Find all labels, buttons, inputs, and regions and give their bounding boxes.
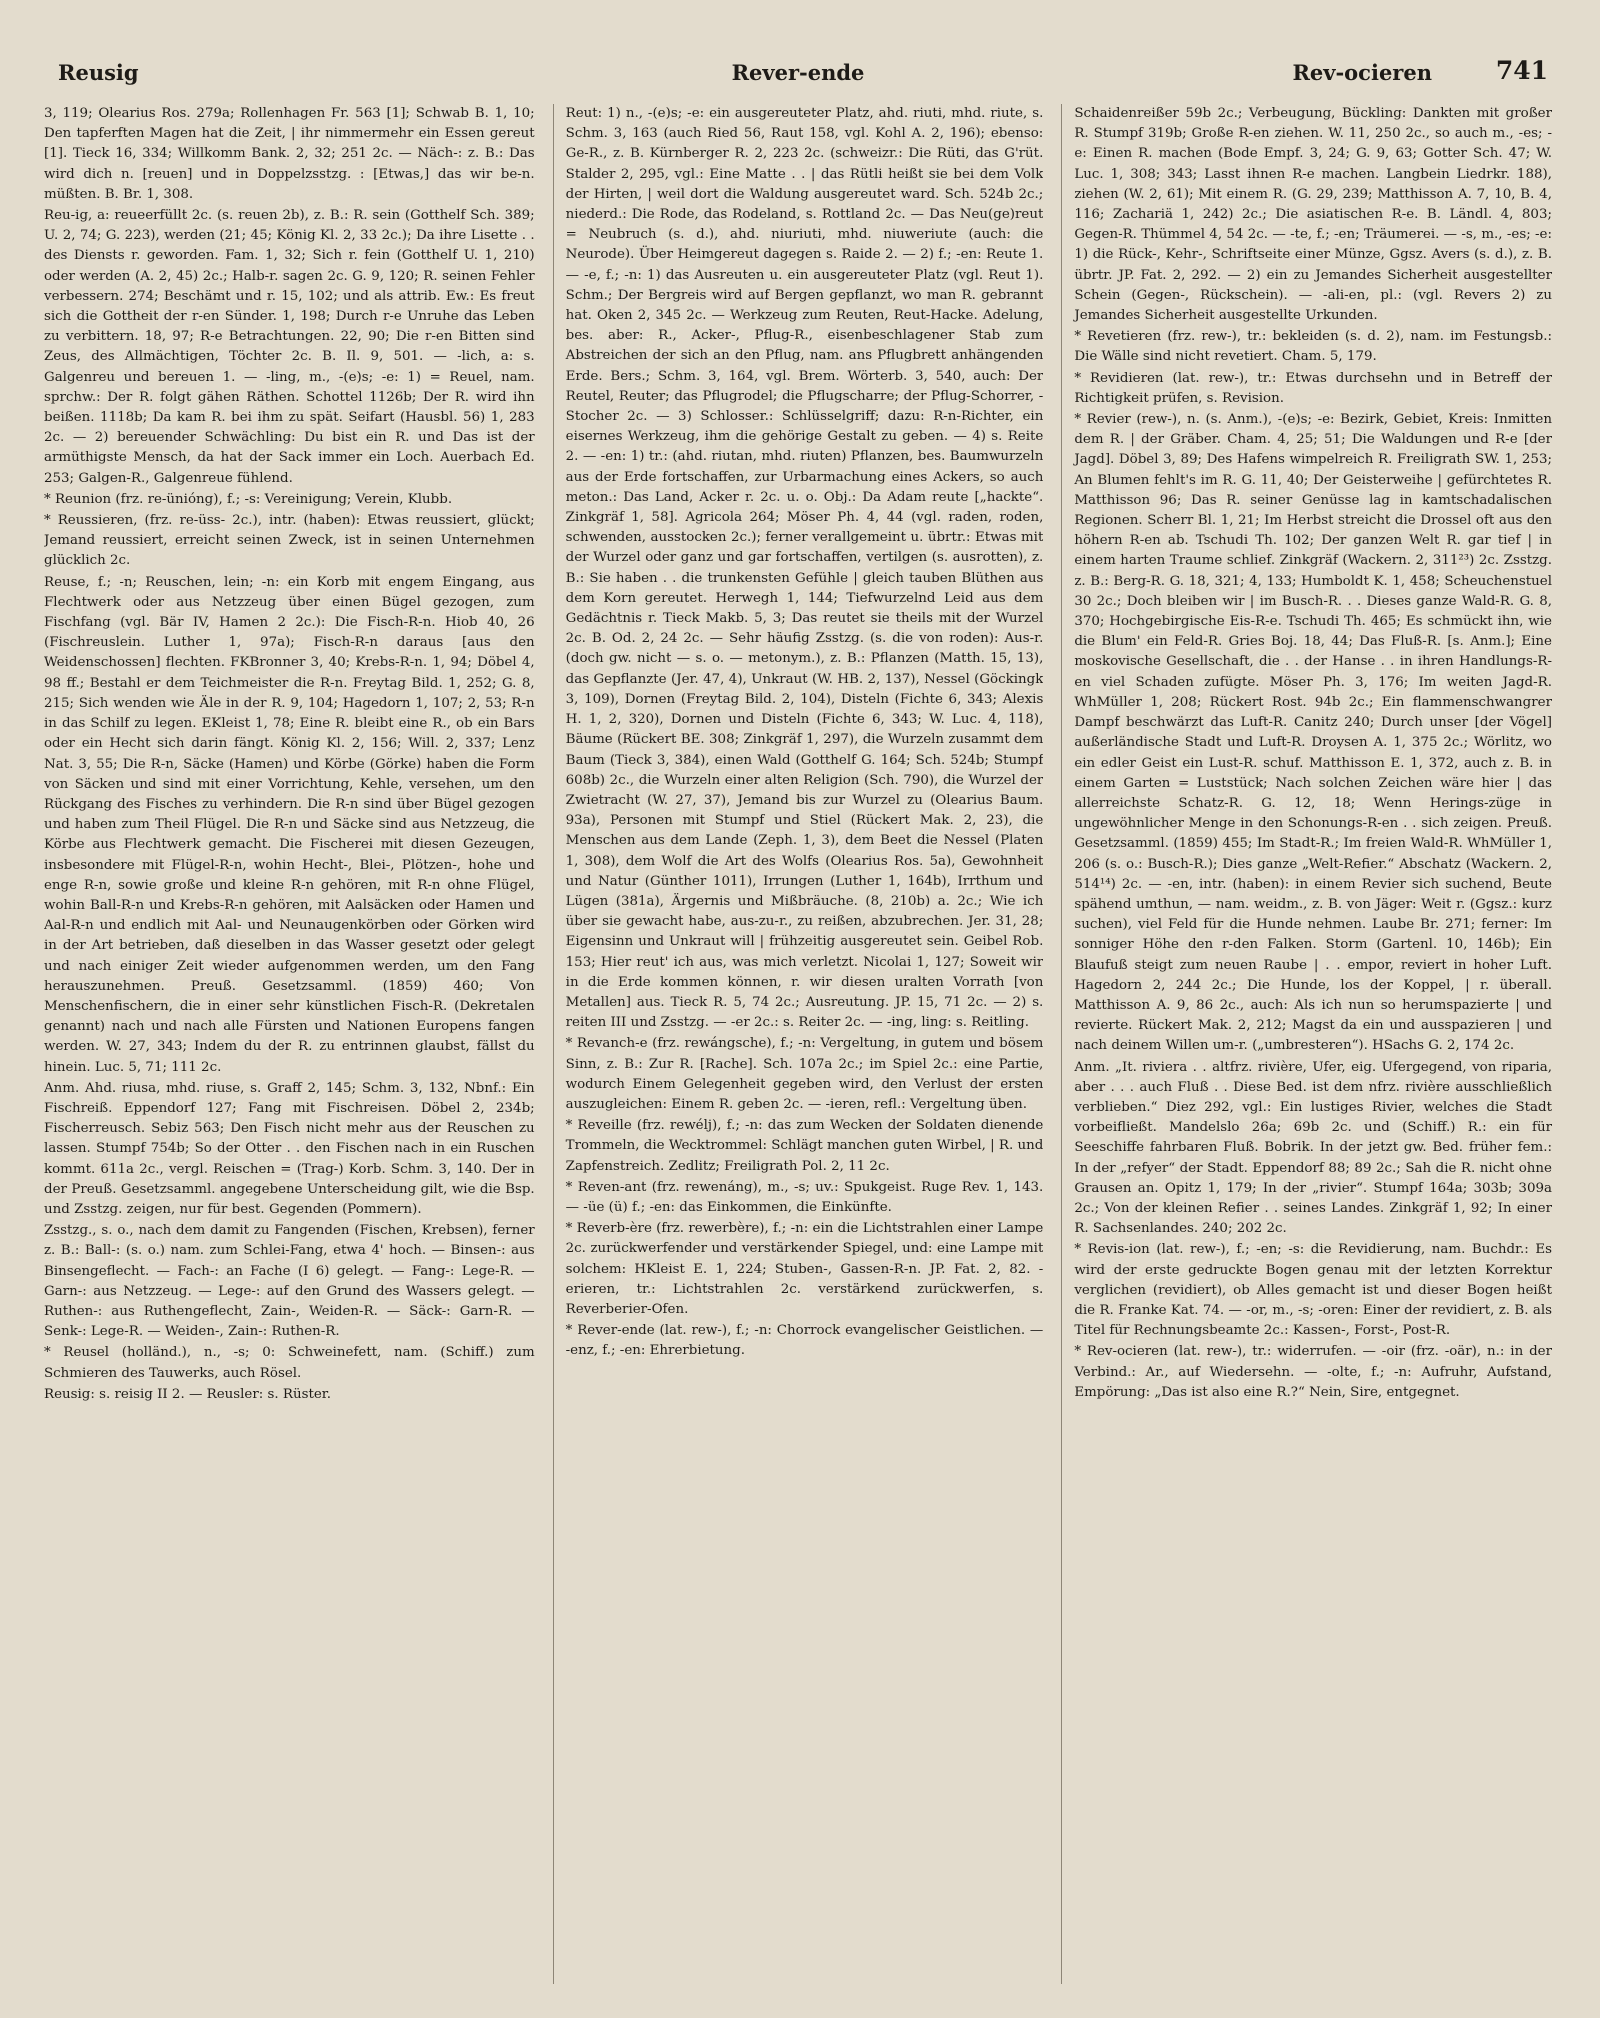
running-head-right: Rev-ocieren — [1292, 60, 1432, 85]
entry-paragraph: * Rever-ende (lat. rew-), f.; -n: Chorrock evangelischer Geistlichen. — -enz, f.; -en: Ehrerbietung. — [565, 1323, 1044, 1359]
column-1 — [44, 104, 535, 1984]
text-columns — [44, 104, 1552, 1984]
entry-paragraph: Schaidenreißer 59b 2c.; Verbeugung, Bückling: Dankten mit großer R. Stumpf 319b; Große R-en ziehen. W. 11, 250 2c., so auch m., -es; -e: Einen R. machen (Bode Empf. 3, 24; G. 9, 63; Gotter Sch. 47; W. Luc. 1, 308; 343; Lasst ihnen R-e machen. Langbein Liedrkr. 188), ziehen (W. 2, 61); Mit einem R. (G. 29, 239; Matthisson A. 7, 10, B. 4, 116; Zachariä 1, 242) 2c.; Die asiatischen R-e. B. Ländl. 4, 803; Gegen-R. Thümmel 4, 54 2c. — -te, f.; -en; Träumerei. — -s, m., -es; -e: 1) die Rück-, Kehr-, Schriftseite einer Münze, Ggsz. Avers (s. d.), z. B. übrtr. JP. Fat. 2, 292. — 2) ein zu Jemandes Sicherheit ausgestellter Schein (Gegen-, Rückschein). — -ali-en, pl.: (vgl. Revers 2) zu Jemandes Sicherheit ausgestellte Urkunden. — [1074, 106, 1552, 324]
page-header — [44, 52, 1552, 100]
entry-paragraph: * Revetieren (frz. rew-), tr.: bekleiden (s. d. 2), nam. im Festungsb.: Die Wälle sind nicht revetiert. Cham. 5, 179. — [1074, 329, 1552, 365]
entry-paragraph: * Revanch-e (frz. rewángsche), f.; -n: Vergeltung, in gutem und bösem Sinn, z. B.: Zur R. [Rache]. Sch. 107a 2c.; im Spiel 2c.: eine Partie, wodurch Einem Gelegenheit gegeben wird, den Verlust der ersten auszugleichen: Einem R. geben 2c. — -ieren, refl.: Vergeltung üben. — [565, 1036, 1044, 1112]
entry-paragraph: Anm. Ahd. riusa, mhd. riuse, s. Graff 2, 145; Schm. 3, 132, Nbnf.: Ein Fischreiß. Eppendorf 127; Fang mit Fischreisen. Döbel 2, 234b; Fischerreusch. Sebiz 563; Den Fisch nicht mehr aus der Reuschen zu lassen. Stumpf 754b; So der Otter . . den Fischen nach in ein Ruschen kommt. 611a 2c., vergl. Reischen = (Trag-) Korb. Schm. 3, 140. Der in der Preuß. Gesetzsamml. angegebene Unterscheidung gilt, wie die Bsp. und Zsstzg. zeigen, nur für best. Gegenden (Pommern). — [44, 1080, 535, 1217]
entry-paragraph: Anm. „It. riviera . . altfrz. rivière, Ufer, eig. Ufergegend, von riparia, aber . . . auch Fluß . . Diese Bed. ist dem nfrz. rivière ausschließlich verblieben.“ Diez 292, vgl.: Ein lustiges Rivier, welches die Stadt vorbeifließt. Mandelslo 26a; 69b 2c. und (Schiff.) R.: ein für Seeschiffe fahrbaren Fluß. Bobrik. In der jetzt gw. Bed. früher fem.: In der „refyer“ der Stadt. Eppendorf 88; 89 2c.; Sah die R. nicht ohne Grausen an. Opitz 1, 179; In der „rivier“. Stumpf 164a; 303b; 309a 2c.; Von der kleinen Refier . . seines Landes. Zinkgräf 1, 92; In einer R. Sachsenlandes. 240; 202 2c. — [1074, 1059, 1552, 1237]
entry-paragraph: * Revis-ion (lat. rew-), f.; -en; -s: die Revidierung, nam. Buchdr.: Es wird der erste gedruckte Bogen genau mit der letzten Korrektur verglichen (revidiert), ob Alles gemacht ist und dieser Bogen heißt die R. Franke Kat. 74. — -or, m., -s; -oren: Einer der revidiert, z. B. als Titel für Rechnungsbeamte 2c.: Kassen-, Forst-, Post-R. — [1074, 1242, 1552, 1339]
running-head-center: Rever-ende — [731, 60, 865, 85]
entry-paragraph: * Reverb-ère (frz. rewerbère), f.; -n: ein die Lichtstrahlen einer Lampe 2c. zurückwerfender und verstärkender Spiegel, und: eine Lampe mit solchem: HKleist E. 1, 224; Stuben-, Gassen-R-n. JP. Fat. 2, 82. -erieren, tr.: Lichtstrahlen 2c. verstärkend zurückwerfen, s. Reverberier-Ofen. — [565, 1221, 1044, 1317]
entry-paragraph: Reusig: s. reisig II 2. — Reusler: s. Rüster. — [44, 1386, 331, 1402]
entry-paragraph: * Rev-ocieren (lat. rew-), tr.: widerrufen. — -oir (frz. -oär), n.: in der Verbind.: Ar., auf Wiedersehn. — -olte, f.; -n: Aufruhr, Aufstand, Empörung: „Das ist also eine R.?“ Nein, Sire, entgegnet. — [1074, 1344, 1552, 1400]
entry-paragraph: * Reveille (frz. rewélj), f.; -n: das zum Wecken der Soldaten dienende Trommeln, die Wecktrommel: Schlägt manchen guten Wirbel, | R. und Zapfenstreich. Zedlitz; Freiligrath Pol. 2, 11 2c. — [565, 1118, 1044, 1174]
entry-paragraph: * Revier (rew-), n. (s. Anm.), -(e)s; -e: Bezirk, Gebiet, Kreis: Inmitten dem R. | der Gräber. Cham. 4, 25; 51; Die Waldungen und R-e [der Jagd]. Döbel 3, 89; Des Hafens wimpelreich R. Freiligrath SW. 1, 253; An Blumen fehlt's im R. G. 11, 40; Der Geisterweihe | gefürchtetes R. Matthisson 96; Das R. seiner Genüsse lag in kamtschadalischen Regionen. Scherr Bl. 1, 21; Im Herbst streicht die Drossel oft aus den höhern R-en ab. Tschudi Th. 102; Der ganzen Welt R. gar tief | in einem harten Traume schlief. Zinkgräf (Wackern. 2, 311²³) 2c. Zsstzg. z. B.: Berg-R. G. 18, 321; 4, 133; Humboldt K. 1, 458; Scheuchenstuel 30 2c.; Doch bleiben wir | im Busch-R. . . Dieses ganze Wald-R. G. 8, 370; Hochgebirgische Eis-R-e. Tschudi Th. 465; Es schmückt ihn, wie die Blum' ein Feld-R. Gries Boj. 18, 44; Das Fluß-R. [s. Anm.]; Eine moskovische Gesellschaft, die . . der Hanse . . in ihren Handlungs-R-en viel Schaden zufügte. Möser Ph. 3, 176; Im weiten Jagd-R. WhMüller 1, 208; Rückert Rost. 94b 2c.; Ein flammenschwangrer Dampf beschwärzt das Luft-R. Canitz 240; Durch unser [der Vögel] außerländische Stadt und Luft-R. Droysen A. 1, 375 2c.; Wörlitz, wo ein edler Geist ein Lust-R. schuf. Matthisson E. 1, 372, auch z. B. in einem Garten = Luststück; Nach solchen Zeichen wäre hier | das allerreichste Schatz-R. G. 12, 18; Wenn Herings-züge in ungewöhnlicher Menge in den Schonungs-R-en . . sich zeigen. Preuß. Gesetzsamml. (1859) 455; Im Stadt-R.; Im freien Wald-R. WhMüller 1, 206 (s. o.: Busch-R.); Dies ganze „Welt-Refier.“ Abschatz (Wackern. 2, 514¹⁴) 2c. — -en, intr. (haben): in einem Revier sich suchend, Beute spähend umthun, — nam. weidm., z. B. von Jäger: Weit r. (Ggsz.: kurz suchen), viel Feld für die Hunde nehmen. Laube Br. 271; ferner: Im sonniger Höhe den r-den Falken. Storm (Gartenl. 10, 146b); Ein Blaufuß steigt zum neuen Raube | . . empor, reviert in hoher Luft. Hagedorn 2, 244 2c.; Die Hunde, los der Koppel, | r. überall. Matthisson A. 9, 86 2c., auch: Als ich nun so herumspazierte | und revierte. Rückert Mak. 2, 212; Magst da ein und ausspazieren | und nach deinem Willen um-r. („umbresteren“). HSachs G. 2, 174 2c. — [1074, 412, 1552, 1054]
entry-paragraph: * Reven-ant (frz. rewenáng), m., -s; uv.: Spukgeist. Ruge Rev. 1, 143. — -üe (ü) f.; -en: das Einkommen, die Einkünfte. — [565, 1179, 1044, 1215]
entry-paragraph: * Reunion (frz. re-ünióng), f.; -s: Vereinigung; Verein, Klubb. — [44, 491, 453, 507]
entry-paragraph: 3, 119; Olearius Ros. 279a; Rollenhagen Fr. 563 [1]; Schwab B. 1, 10; Den tapferften Magen hat die Zeit, | ihr nimmermehr ein Essen gereut [1]. Tieck 16, 334; Willkomm Bank. 2, 32; 251 2c. — Näch-: z. B.: Das wird dich n. [reuen] und in Doppelzsstzg. : [Etwas,] das wir be-n. müßten. B. Br. 1, 308. — [44, 106, 535, 202]
entry-paragraph: Zsstzg., s. o., nach dem damit zu Fangenden (Fischen, Krebsen), ferner z. B.: Ball-: (s. o.) nam. zum Schlei-Fang, etwa 4' hoch. — Binsen-: aus Binsengeflecht. — Fach-: an Fache (I 6) gelegt. — Fang-: Lege-R. — Garn-: aus Netzzeug. — Lege-: auf den Grund des Wassers gelegt. — Ruthen-: aus Ruthengeflecht, Zain-, Weiden-R. — Säck-: Garn-R. — Senk-: Lege-R. — Weiden-, Zain-: Ruthen-R. — [44, 1223, 535, 1340]
column-2 — [553, 104, 1044, 1984]
entry-paragraph: Reu-ig, a: reueerfüllt 2c. (s. reuen 2b), z. B.: R. sein (Gotthelf Sch. 389; U. 2, 74; G. 223), werden (21; 45; König Kl. 2, 33 2c.); Da ihre Lisette . . des Diensts r. geworden. Fam. 1, 32; Sich r. fein (Gotthelf U. 1, 210) oder werden (A. 2, 45) 2c.; Halb-r. sagen 2c. G. 9, 120; R. seinen Fehler verbessern. 274; Beschämt und r. 15, 102; und als attrib. Ew.: Es freut sich die Gottheit der r-en Sünder. 1, 198; Durch r-e Unruhe das Leben zu verbittern. 18, 97; R-e Betrachtungen. 22, 90; Die r-en Bitten sind Zeus, des Allmächtigen, Töchter 2c. B. Il. 9, 501. — -lich, a: s. Galgenreu und bereuen 1. — -ling, m., -(e)s; -e: 1) = Reuel, nam. sprchw.: Der R. folgt gähen Räthen. Schottel 1126b; Der R. wird ihn beißen. 1118b; Da kam R. bei ihm zu spät. Seifart (Hausbl. 56) 1, 283 2c. — 2) bereuender Schwächling: Du bist ein R. und Das ist der armüthigste Mensch, da hat der Sack immer ein Loch. Auerbach Ed. 253; Galgen-R., Galgenreue fühlend. — [44, 208, 535, 486]
entry-paragraph: * Reussieren, (frz. re-üss- 2c.), intr. (haben): Etwas reussiert, glückt; Jemand reussiert, erreicht seinen Zweck, ist in seinen Unternehmen glücklich 2c. — [44, 513, 535, 569]
entry-paragraph: Reuse, f.; -n; Reuschen, lein; -n: ein Korb mit engem Eingang, aus Flechtwerk oder aus Netzzeug über einen Bügel gezogen, zum Fischfang (vgl. Bär IV, Hamen 2 2c.): Die Fisch-R-n. Hiob 40, 26 (Fischreuslein. Luther 1, 97a); Fisch-R-n daraus [aus den Weidenschossen] flechten. FKBronner 3, 40; Krebs-R-n. 1, 94; Döbel 4, 98 ff.; Bestahl er dem Teichmeister die R-n. Freytag Bild. 1, 252; G. 8, 215; Sich wenden wie Äle in der R. 9, 104; Hagedorn 1, 107; 2, 53; R-n in das Schilf zu legen. EKleist 1, 78; Eine R. bleibt eine R., ob ein Bars oder ein Hecht sich darin fängt. König Kl. 2, 156; Will. 2, 337; Lenz Nat. 3, 55; Die R-n, Säcke (Hamen) und Körbe (Görke) haben die Form von Säcken und sind mit einer Vorrichtung, Kehle, versehen, um den Rückgang des Fisches zu verhindern. Die R-n sind über Bügel gezogen und haben zum Theil Flügel. Die R-n und Säcke sind aus Netzzeug, die Körbe aus Flechtwerk gemacht. Die Fischerei mit diesen Gezeugen, insbesondere mit Flügel-R-n, wohin Hecht-, Blei-, Plötzen-, hohe und enge R-n, sowie große und kleine R-n gehören, mit R-n ohne Flügel, wohin Ball-R-n und Krebs-R-n gehören, mit Aalsäcken oder Hamen und Aal-R-n und endlich mit Aal- und Neunaugenkörben oder Görken wird in der Art betrieben, daß dieselben in das Wasser gesetzt oder gelegt und nach einiger Zeit wieder aufgenommen werden, um den Fang herauszunehmen. Preuß. Gesetzsamml. (1859) 460; Von Menschenfischern, die in einer sehr künstlichen Fisch-R. (Dekretalen genannt) nach und nach alle Fürsten und Nationen Europens fangen werden. W. 27, 343; Indem du der R. zu entrinnen glaubst, fällst du hinein. Luc. 5, 71; 111 2c. — [44, 574, 535, 1075]
entry-paragraph: * Reusel (holländ.), n., -s; 0: Schweinefett, nam. (Schiff.) zum Schmieren des Tauwerks, auch Rösel. — [44, 1345, 535, 1381]
page-number: 741 — [1495, 56, 1548, 85]
running-head-left: Reusig — [58, 60, 139, 85]
entry-paragraph: Reut: 1) n., -(e)s; -e: ein ausgereuteter Platz, ahd. riuti, mhd. riute, s. Schm. 3, 163 (auch Ried 56, Raut 158, vgl. Kohl A. 2, 196); ebenso: Ge-R., z. B. Kürnberger R. 2, 223 2c. (schweizr.: Die Rüti, das G'rüt. Stalder 2, 295, vgl.: Eine Matte . . | das Rütli heißt sie bei dem Volk der Hirten, | weil dort die Waldung ausgereutet ward. Sch. 524b 2c.; niederd.: Die Rode, das Rodeland, s. Rottland 2c. — Das Neu(ge)reut = Neubruch (s. d.), ahd. niuriuti, mhd. niuweriute (auch: die Neurode). Über Heimgereut dagegen s. Raide 2. — 2) f.; -en: Reute 1. — -e, f.; -n: 1) das Ausreuten u. ein ausgereuteter Platz (vgl. Reut 1). Schm.; Der Bergreis wird auf Bergen gepflanzt, wo man R. gebrannt hat. Oken 2, 345 2c. — Werkzeug zum Reuten, Reut-Hacke. Adelung, bes. aber: R., Acker-, Pflug-R., eisenbeschlagener Stab zum Abstreichen der sich an den Pflug, nam. ans Pflugbrett anhängenden Erde. Bers.; Schm. 3, 164, vgl. Brem. Wörterb. 3, 540, auch: Der Reutel, Reuter; das Pflugrodel; die Pflugscharre; der Pflug-Schorrer, -Stocher 2c. — 3) Schlosser.: Schlüsselgriff; dazu: R-n-Richter, ein eisernes Werkzeug, ihm die gehörige Gestalt zu geben. — 4) s. Reite 2. — -en: 1) tr.: (ahd. riutan, mhd. riuten) Pflanzen, bes. Baumwurzeln aus der Erde fortschaffen, zur Urbarmachung eines Ackers, so auch meton.: Das Land, Acker r. 2c. u. o. Obj.: Da Adam reute [„hackte“. Zinkgräf 1, 58]. Agricola 264; Möser Ph. 4, 44 (vgl. raden, roden, schwenden, ausstocken 2c.); ferner verallgemeint u. übrtr.: Etwas mit der Wurzel oder ganz und gar fortschaffen, vertilgen (s. ausrotten), z. B.: Sie haben . . die trunkensten Gefühle | gleich tauben Blüthen aus dem Korn gereutet. Herwegh 1, 144; Tiefwurzelnd Leid aus dem Gedächtnis r. Tieck Makb. 5, 3; Das reutet sie theils mit der Wurzel 2c. B. Od. 2, 24 2c. — Sehr häufig Zsstzg. (s. die von roden): Aus-r. (doch gw. nicht — s. o. — metonym.), z. B.: Pflanzen (Matth. 15, 13), das Gepflanzte (Jer. 47, 4), Unkraut (W. HB. 2, 137), Nessel (Göckingk 3, 109), Dornen (Freytag Bild. 2, 104), Disteln (Fichte 6, 343; Alexis H. 1, 2, 320), Dornen und Disteln (Fichte 6, 343; W. Luc. 4, 118), Bäume (Rückert BE. 308; Zinkgräf 1, 297), die Wurzeln zusammt dem Baum (Tieck 3, 384), einen Wald (Gotthelf G. 164; Sch. 524b; Stumpf 608b) 2c., die Wurzeln einer alten Religion (Sch. 790), die Wurzel der Zwietracht (W. 27, 37), Jemand bis zur Wurzel zu (Olearius Baum. 93a), Personen mit Stumpf und Stiel (Rückert Mak. 2, 23), die Menschen aus dem Lande (Zeph. 1, 3), dem Beet die Nessel (Platen 1, 308), dem Wolf die Art des Wolfs (Olearius Ros. 5a), Gewohnheit und Natur (Günther 1011), Irrungen (Luther 1, 164b), Irrthum und Lügen (381a), Ärgernis und Mißbräuche. (8, 210b) a. 2c.; Wie ich über sie gewacht habe, aus-zu-r., zu reißen, abzubrechen. Jer. 31, 28; Eigensinn und Unkraut will | frühzeitig ausgereutet sein. Geibel Rob. 153; Hier reut' ich aus, was mich verletzt. Nicolai 1, 127; Soweit wir in die Erde kommen können, r. wir diesen uralten Vorrath [von Metallen] aus. Tieck R. 5, 74 2c.; Ausreutung. JP. 15, 71 2c. — 2) s. reiten III und Zsstzg. — -er 2c.: s. Reiter 2c. — -ing, ling: s. Reitling. — [565, 106, 1044, 1031]
entry-paragraph: * Revidieren (lat. rew-), tr.: Etwas durchsehn und in Betreff der Richtigkeit prüfen, s. Revision. — [1074, 370, 1552, 406]
column-3 — [1061, 104, 1552, 1984]
